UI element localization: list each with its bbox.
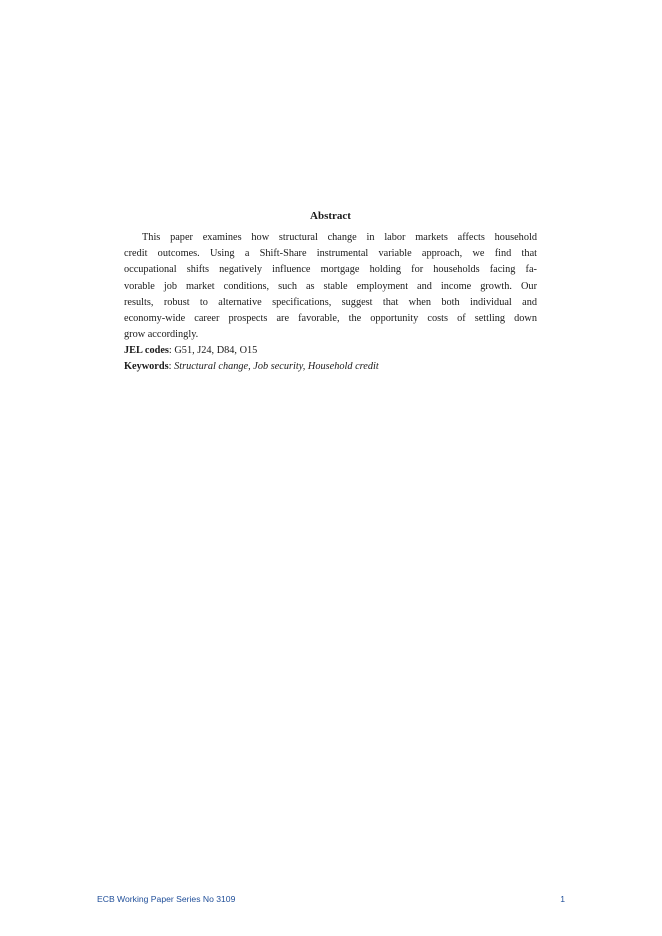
jel-codes-label: JEL codes — [124, 345, 169, 357]
abstract-line: vorable job market conditions, such as stable employment and income growth. Our — [124, 280, 537, 292]
jel-codes — [124, 343, 537, 359]
footer-series-title: ECB Working Paper Series No 3109 — [97, 894, 236, 904]
keywords-value: Structural change, Job security, Household credit — [174, 361, 379, 373]
abstract-section — [124, 208, 537, 375]
keywords — [124, 359, 537, 375]
keywords-label: Keywords — [124, 361, 169, 373]
abstract-line: results, robust to alternative specifications, suggest that when both individual and — [124, 296, 537, 308]
page-number: 1 — [560, 894, 565, 904]
abstract-line: This paper examines how structural change in labor markets affects household — [142, 232, 537, 243]
abstract-body — [124, 230, 537, 343]
abstract-line: credit outcomes. Using a Shift-Share instrumental variable approach, we find that — [124, 248, 537, 260]
page-footer — [97, 894, 565, 904]
abstract-line: grow accordingly. — [124, 329, 199, 341]
jel-codes-value: G51, J24, D84, O15 — [174, 345, 258, 357]
keywords-separator: : — [168, 361, 175, 373]
abstract-heading: Abstract — [310, 210, 351, 222]
abstract-line: occupational shifts negatively influence mortgage holding for households facing fa- — [124, 264, 537, 276]
jel-codes-separator: : — [168, 345, 175, 357]
abstract-line: economy-wide career prospects are favorable, the opportunity costs of settling down — [124, 313, 537, 325]
